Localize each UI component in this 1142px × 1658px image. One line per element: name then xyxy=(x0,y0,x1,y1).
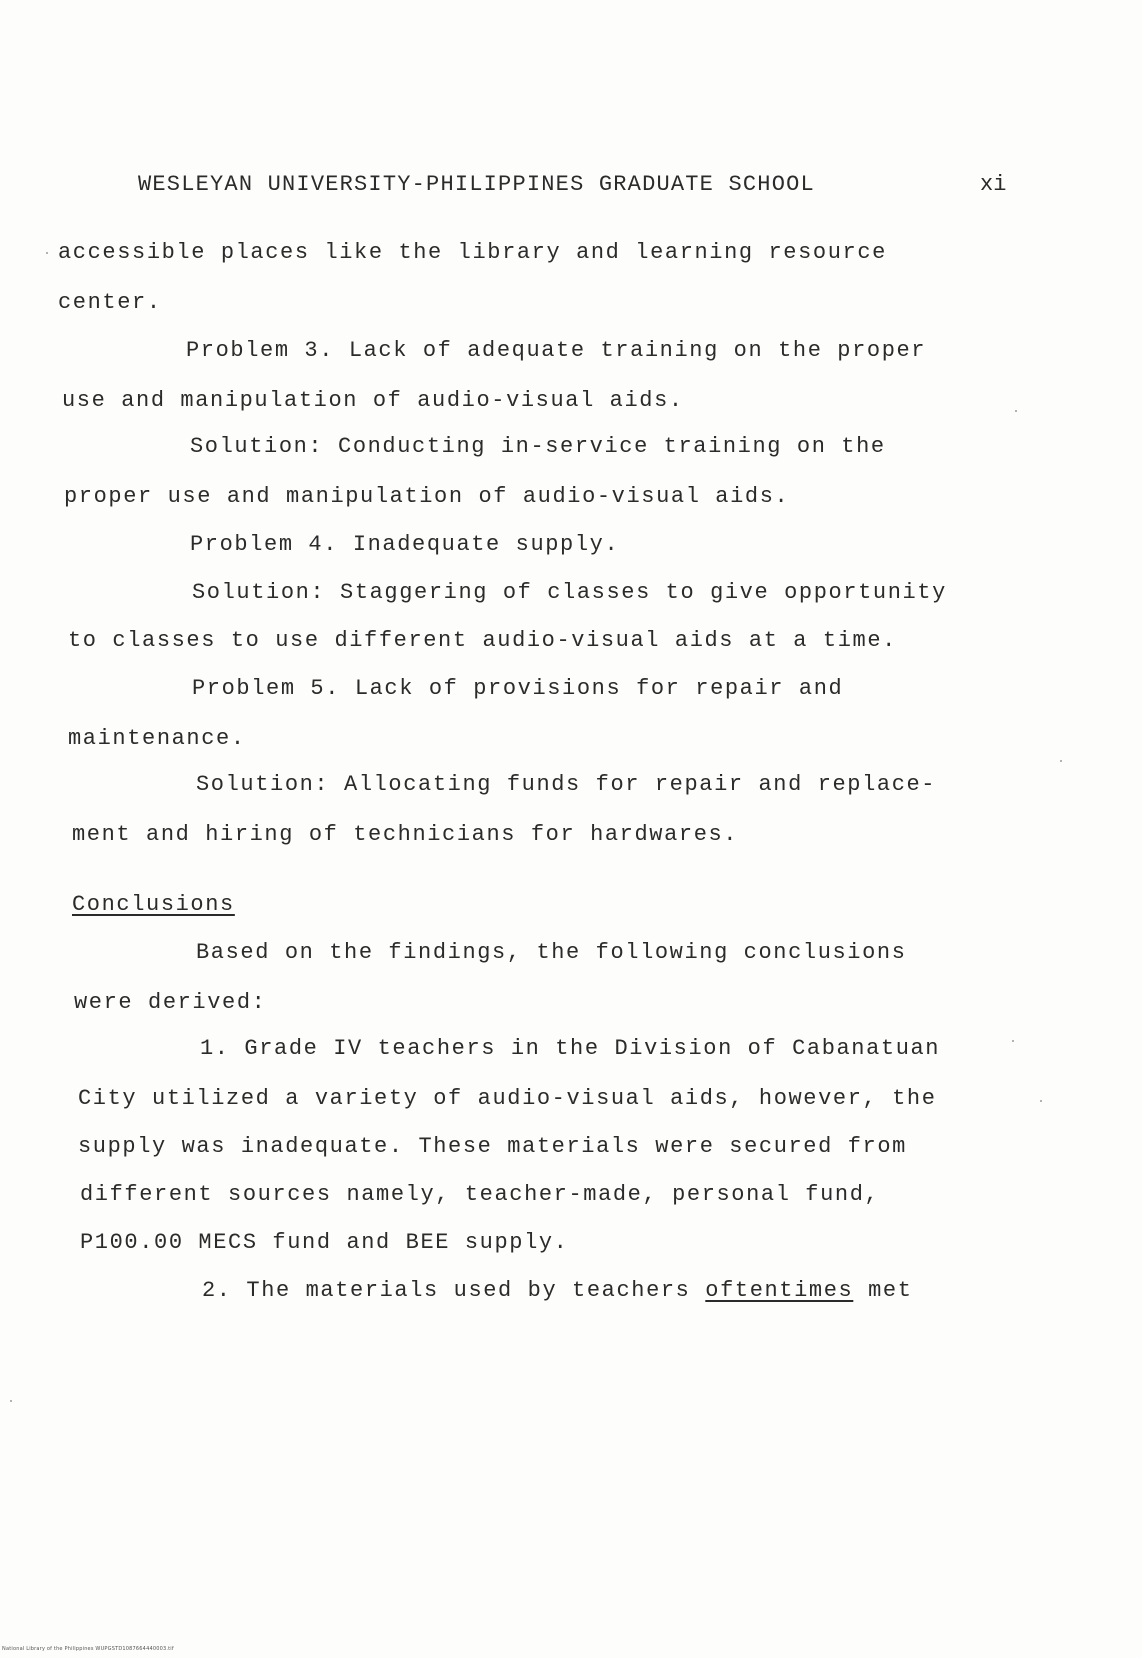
text-line: different sources namely, teacher-made, personal fund, xyxy=(80,1182,880,1207)
text-segment: met xyxy=(853,1278,913,1303)
text-line: were derived: xyxy=(74,990,267,1015)
text-segment: 2. The materials used by teachers xyxy=(202,1278,706,1303)
text-line: Problem 5. Lack of provisions for repair and xyxy=(192,676,844,701)
scan-footer: National Library of the Philippines WUPGSTD1087664440003.tif xyxy=(2,1646,174,1652)
scan-speck xyxy=(1060,760,1062,762)
text-line: Solution: Staggering of classes to give opportunity xyxy=(192,580,947,605)
scan-speck xyxy=(1040,1100,1042,1102)
text-line: proper use and manipulation of audio-visual aids. xyxy=(64,484,790,509)
scan-speck xyxy=(1015,410,1017,412)
page-number: xi xyxy=(980,172,1007,197)
scan-speck xyxy=(1012,1040,1014,1042)
text-line: to classes to use different audio-visual aids at a time. xyxy=(68,628,897,653)
page-header: WESLEYAN UNIVERSITY-PHILIPPINES GRADUATE SCHOOL xyxy=(138,172,815,197)
text-line: center. xyxy=(58,290,162,315)
text-line: City utilized a variety of audio-visual aids, however, the xyxy=(78,1086,937,1111)
text-line: maintenance. xyxy=(68,726,246,751)
scan-speck xyxy=(46,252,48,254)
text-line: use and manipulation of audio-visual aids. xyxy=(62,388,684,413)
text-line: Based on the findings, the following conclusions xyxy=(196,940,907,965)
text-line: P100.00 MECS fund and BEE supply. xyxy=(80,1230,569,1255)
underlined-word: oftentimes xyxy=(705,1278,854,1303)
text-line: Problem 3. Lack of adequate training on the proper xyxy=(186,338,927,363)
text-line xyxy=(202,1278,913,1304)
section-heading-conclusions: Conclusions xyxy=(72,892,235,917)
text-line: Problem 4. Inadequate supply. xyxy=(190,532,620,557)
text-line: ment and hiring of technicians for hardwares. xyxy=(72,822,739,847)
text-line: Solution: Conducting in-service training on the xyxy=(190,434,886,459)
text-line: Solution: Allocating funds for repair and replace- xyxy=(196,772,937,797)
text-line: 1. Grade IV teachers in the Division of Cabanatuan xyxy=(200,1036,941,1061)
text-line: accessible places like the library and learning resource xyxy=(58,240,887,265)
text-line: supply was inadequate. These materials were secured from xyxy=(78,1134,907,1159)
scan-speck xyxy=(10,1400,12,1402)
